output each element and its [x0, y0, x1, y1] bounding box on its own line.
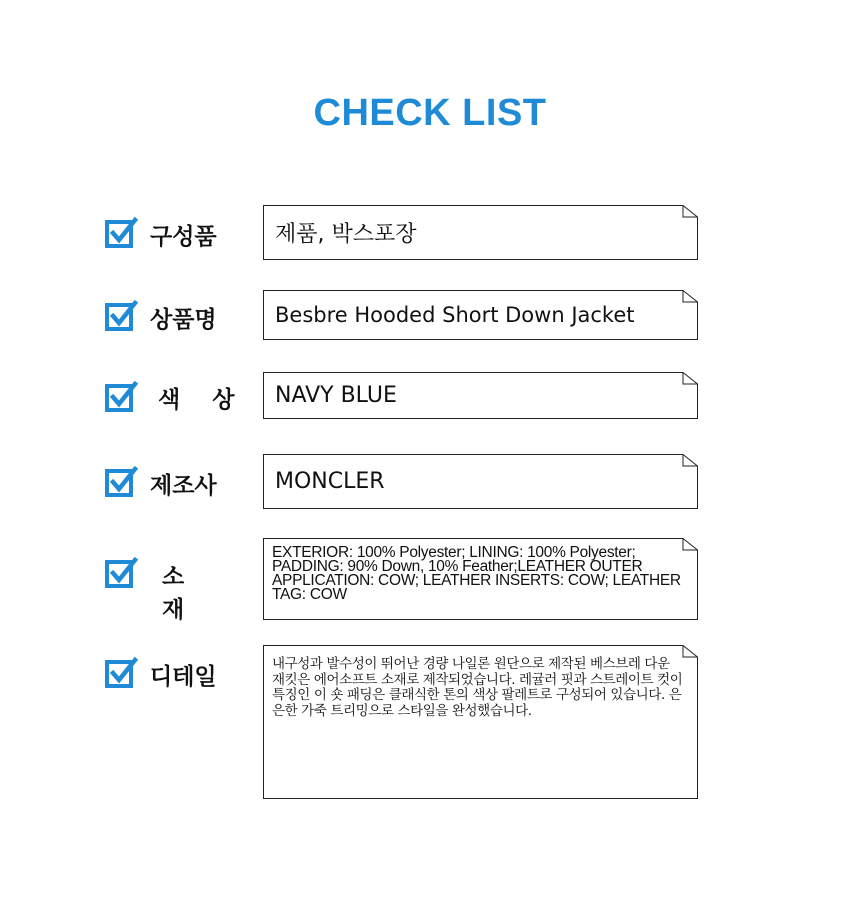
- row-label-product-name: 상품명: [150, 307, 217, 333]
- value-color: NAVY BLUE: [275, 383, 397, 408]
- checklist-row-material: [0, 538, 860, 623]
- row-label-components: 구성품: [150, 224, 217, 250]
- checkbox-check-icon: [104, 465, 138, 499]
- checklist-row-detail: [0, 645, 860, 799]
- value-product-name: Besbre Hooded Short Down Jacket: [275, 303, 635, 327]
- value-box-components: [263, 205, 698, 260]
- checkbox-check-icon: [104, 216, 138, 250]
- checkbox-check-icon: [104, 556, 138, 590]
- checkbox-check-icon: [104, 299, 138, 333]
- value-detail: 내구성과 발수성이 뛰어난 경량 나일론 원단으로 제작된 베스브레 다운 재킷은 에어소프트 소재로 제작되었습니다. 레귤러 핏과 스트레이트 컷이 특징인 이 숏 패딩은 클래식한 톤의 색상 팔레트로 구성되어 있습니다. 은은한 가죽 트리밍으로 스타일을 완성했습니다.: [272, 656, 683, 719]
- row-label-manufacturer: 제조사: [150, 473, 217, 499]
- value-box-product-name: [263, 290, 698, 340]
- value-box-color: [263, 372, 698, 419]
- checklist-row-product-name: [0, 290, 860, 340]
- checklist-row-components: [0, 205, 860, 260]
- checkbox-check-icon: [104, 380, 138, 414]
- row-label-detail: 디테일: [150, 664, 217, 690]
- row-label-material: 소 재: [162, 564, 201, 623]
- row-label-color: 색 상: [158, 387, 247, 413]
- checklist-row-manufacturer: [0, 454, 860, 509]
- checklist-row-color: [0, 372, 860, 419]
- value-manufacturer: MONCLER: [275, 469, 385, 494]
- page-title: CHECK LIST: [313, 92, 547, 134]
- value-box-detail: [263, 645, 698, 799]
- value-components: 제품, 박스포장: [275, 222, 417, 247]
- value-box-material: [263, 538, 698, 620]
- value-material: EXTERIOR: 100% Polyester; LINING: 100% Polyester; PADDING: 90% Down, 10% Feather;LEATHER OUTER APPLICATION: COW; LEATHER INSERTS: COW; LEATHER TAG: COW: [272, 544, 681, 603]
- checkbox-check-icon: [104, 656, 138, 690]
- value-box-manufacturer: [263, 454, 698, 509]
